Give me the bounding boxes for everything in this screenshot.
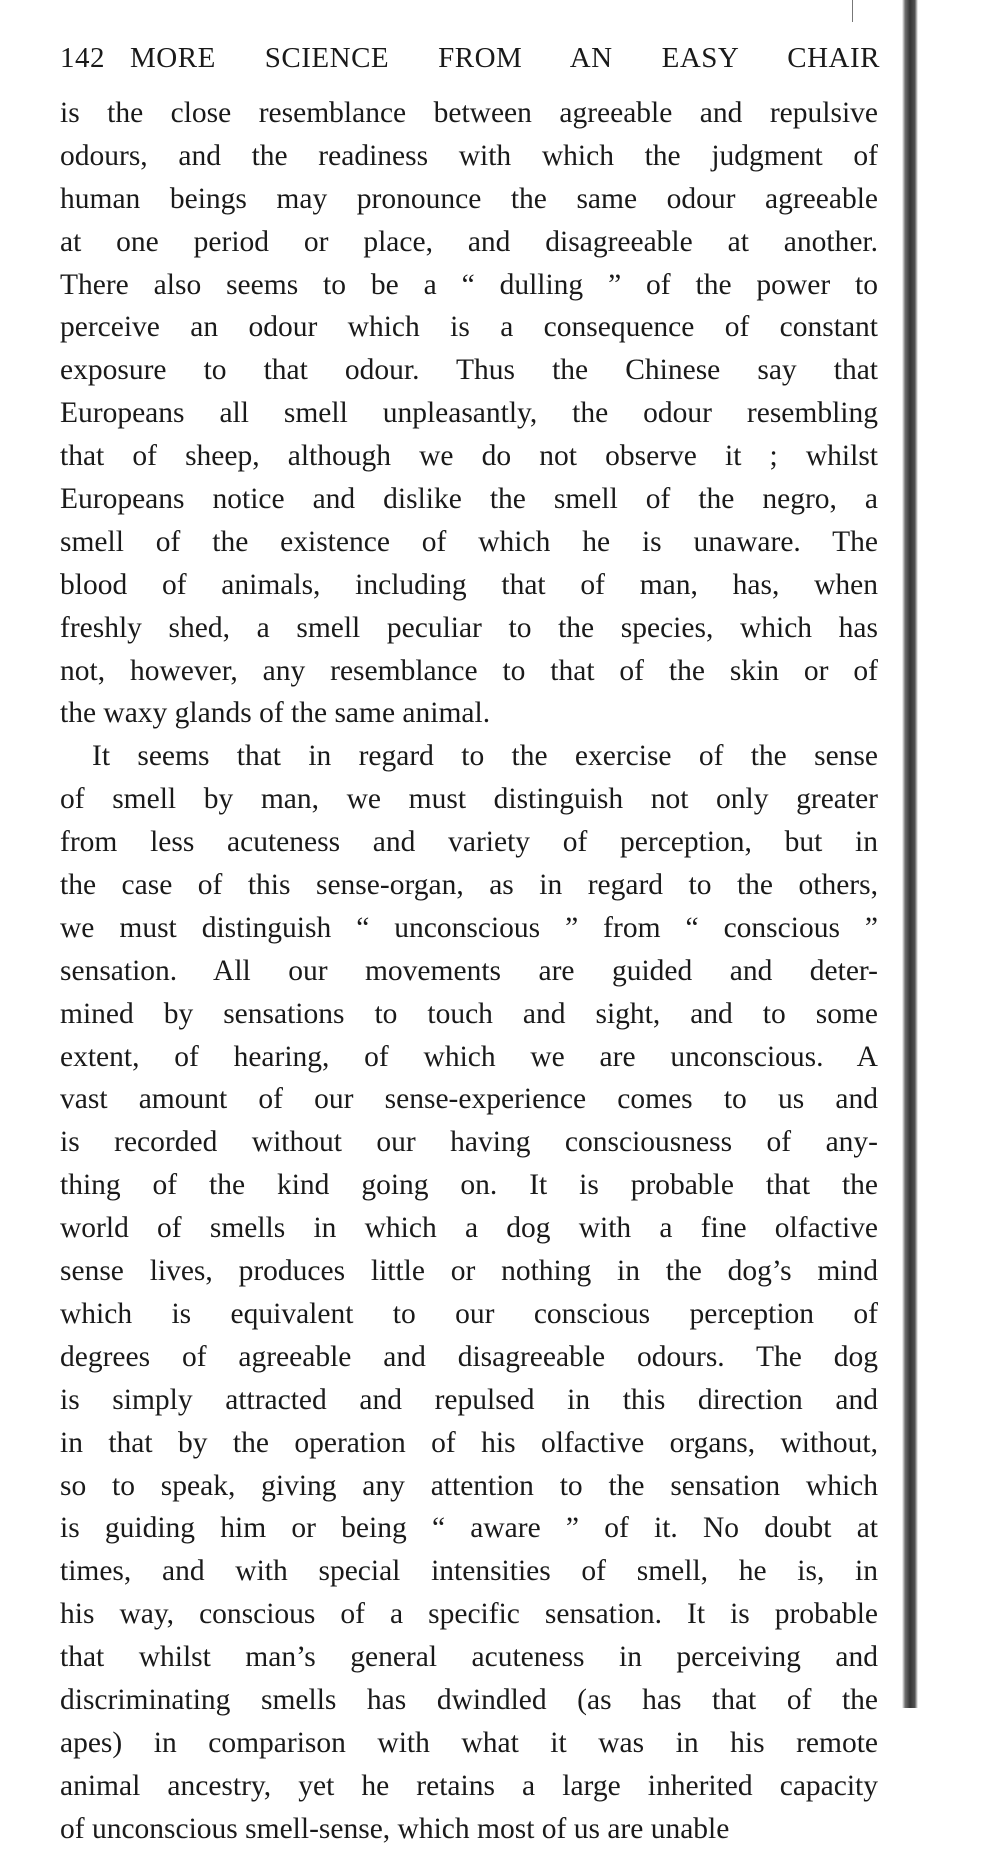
book-binding-edge <box>902 0 918 1708</box>
text-line: animal ancestry, yet he retains a large inherited capacity <box>60 1769 878 1802</box>
text-line: his way, conscious of a specific sensation. It is probable <box>60 1598 878 1631</box>
text-line: is recorded without our having consciousness of any- <box>60 1126 878 1159</box>
text-line: from less acuteness and variety of perception, but in <box>60 826 878 859</box>
text-line: is the close resemblance between agreeable and repulsive <box>60 97 878 129</box>
text-line: is guiding him or being “ aware ” of it. No doubt at <box>60 1512 878 1545</box>
text-line: human beings may pronounce the same odour agreeable <box>60 182 878 215</box>
text-line: at one period or place, and disagreeable at another. <box>60 225 878 258</box>
scan-mark <box>852 0 853 22</box>
text-line: we must distinguish “ unconscious ” from “ conscious ” <box>60 911 878 944</box>
paragraph <box>60 735 878 1850</box>
text-line: in that by the operation of his olfactive organs, without, <box>60 1426 878 1459</box>
page-number: 142 <box>60 42 105 74</box>
running-header <box>60 42 880 75</box>
text-line: blood of animals, including that of man, has, when <box>60 568 878 601</box>
text-line: Europeans all smell unpleasantly, the odour resembling <box>60 397 878 430</box>
paragraph <box>60 92 878 735</box>
text-line: perceive an odour which is a consequence of constant <box>60 311 878 344</box>
text-line: sense lives, produces little or nothing in the dog’s mind <box>60 1255 878 1288</box>
text-line: Europeans notice and dislike the smell of the negro, a <box>60 483 878 516</box>
text-line: the case of this sense-organ, as in regard to the others, <box>60 869 878 902</box>
text-line: of unconscious smell-sense, which most of us are unable <box>60 1812 730 1845</box>
text-line: of smell by man, we must distinguish not only greater <box>60 783 878 816</box>
running-title: MORE SCIENCE FROM AN EASY CHAIR <box>130 42 880 74</box>
text-line: discriminating smells has dwindled (as has that of the <box>60 1683 878 1716</box>
text-line: thing of the kind going on. It is probable that the <box>60 1169 878 1202</box>
text-line: freshly shed, a smell peculiar to the species, which has <box>60 611 878 644</box>
page-body <box>60 92 878 1851</box>
text-line: which is equivalent to our conscious perception of <box>60 1297 878 1330</box>
text-line: the waxy glands of the same animal. <box>60 697 491 730</box>
text-line: There also seems to be a “ dulling ” of the power to <box>60 268 878 301</box>
text-line: odours, and the readiness with which the judgment of <box>60 139 878 172</box>
text-line: not, however, any resemblance to that of the skin or of <box>60 654 878 687</box>
text-line: times, and with special intensities of smell, he is, in <box>60 1555 878 1588</box>
text-line: extent, of hearing, of which we are unconscious. A <box>60 1040 878 1073</box>
text-line: degrees of agreeable and disagreeable odours. The dog <box>60 1340 878 1373</box>
text-line: that whilst man’s general acuteness in perceiving and <box>60 1641 878 1674</box>
text-line: sensation. All our movements are guided and deter- <box>60 954 878 987</box>
text-line: is simply attracted and repulsed in this direction and <box>60 1383 878 1416</box>
text-line: exposure to that odour. Thus the Chinese say that <box>60 354 878 387</box>
text-line: so to speak, giving any attention to the sensation which <box>60 1469 878 1502</box>
text-line: that of sheep, although we do not observe it ; whilst <box>60 440 878 473</box>
text-line: mined by sensations to touch and sight, and to some <box>60 997 878 1030</box>
text-line: world of smells in which a dog with a fine olfactive <box>60 1212 878 1245</box>
text-line: It seems that in regard to the exercise of the sense <box>92 740 878 773</box>
text-line: vast amount of our sense-experience comes to us and <box>60 1083 878 1116</box>
text-line: smell of the existence of which he is unaware. The <box>60 525 878 558</box>
text-line: apes) in comparison with what it was in his remote <box>60 1726 878 1759</box>
